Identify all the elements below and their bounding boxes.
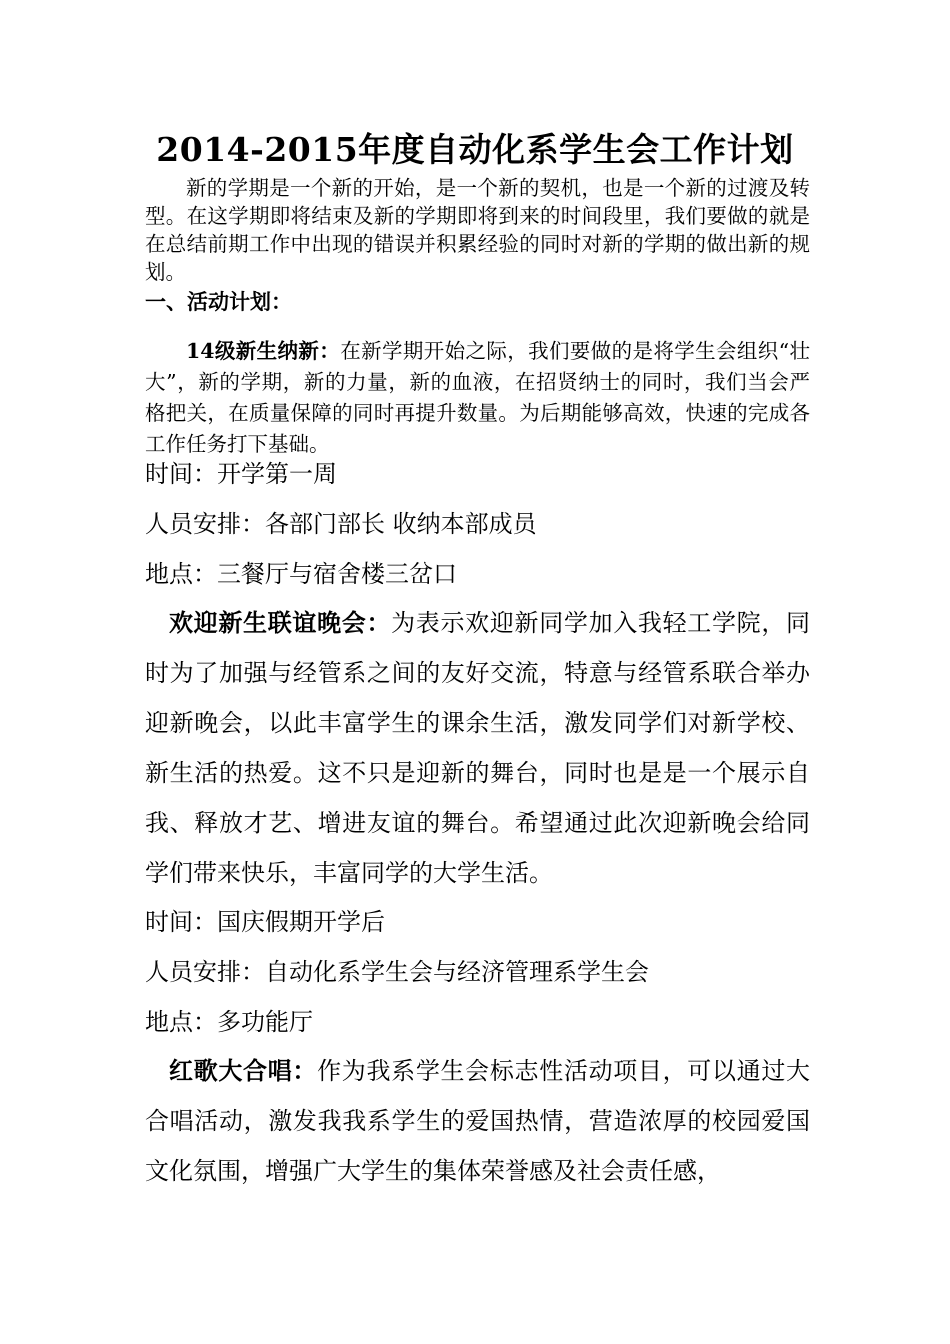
activity-staff: 人员安排：各部门部长 收纳本部成员 bbox=[145, 510, 537, 538]
activity-freshman-recruitment bbox=[145, 336, 810, 460]
intro-paragraph: 新的学期是一个新的开始，是一个新的契机，也是一个新的过渡及转型。在这学期即将结束及新的学期即将到来的时间段里，我们要做的就是在总结前期工作中出现的错误并积累经验的同时对新的学期的做出新的规划。 bbox=[145, 176, 810, 284]
activity-description: 在新学期开始之际，我们要做的是将学生会组织“壮大”，新的学期，新的力量，新的血液，在招贤纳士的同时，我们当会严格把关，在质量保障的同时再提升数量。为后期能够高效，快速的完成各工作任务打下基础。 bbox=[145, 339, 810, 456]
activity-red-song-chorus bbox=[145, 1046, 810, 1196]
activity-staff: 人员安排：自动化系学生会与经济管理系学生会 bbox=[145, 958, 649, 986]
activity-description: 为表示欢迎新同学加入我轻工学院，同时为了加强与经管系之间的友好交流，特意与经管系联合举办迎新晚会，以此丰富学生的课余生活，激发同学们对新学校、新生活的热爱。这不只是迎新的舞台，同时也是是一个展示自我、释放才艺、增进友谊的舞台。希望通过此次迎新晚会给同学们带来快乐，丰富同学的大学生活。 bbox=[145, 609, 811, 887]
activity-time: 时间：国庆假期开学后 bbox=[145, 908, 385, 936]
document-title: 2014-2015年度自动化系学生会工作计划 bbox=[156, 130, 794, 169]
activity-name: 欢迎新生联谊晚会： bbox=[169, 608, 392, 637]
activity-name: 红歌大合唱： bbox=[169, 1056, 318, 1085]
activity-place: 地点：三餐厅与宿舍楼三岔口 bbox=[145, 560, 457, 588]
activity-time: 时间：开学第一周 bbox=[145, 460, 337, 488]
section-heading-activity-plan: 一、活动计划： bbox=[145, 289, 292, 314]
activity-place: 地点：多功能厅 bbox=[145, 1008, 313, 1036]
activity-description: 作为我系学生会标志性活动项目，可以通过大合唱活动，激发我我系学生的爱国热情，营造浓厚的校园爱国文化氛围，增强广大学生的集体荣誉感及社会责任感， bbox=[145, 1057, 811, 1185]
activity-welcome-party bbox=[145, 598, 810, 898]
activity-name: 14级新生纳新： bbox=[186, 339, 341, 363]
